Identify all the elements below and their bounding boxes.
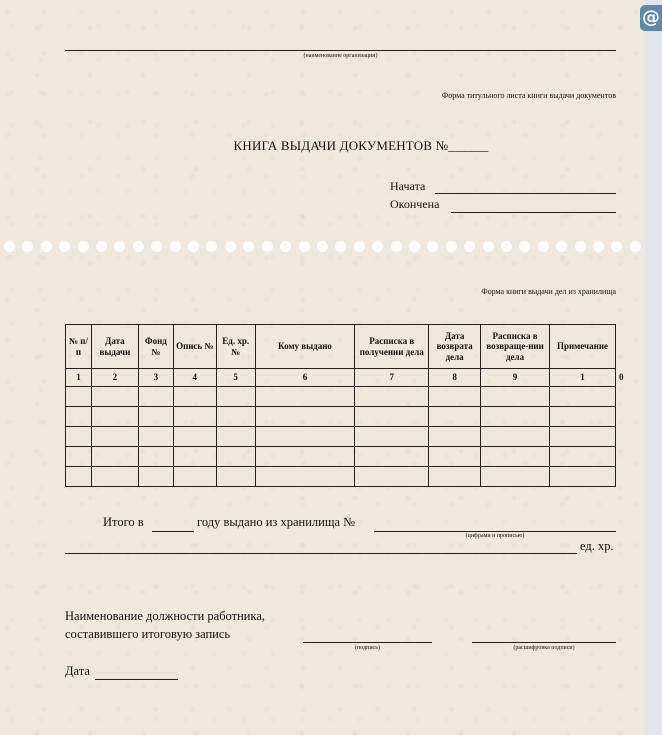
total-middle-text: году выдано из хранилища № [197, 515, 356, 529]
column-number: 1 [66, 369, 92, 387]
column-number: 7 [355, 369, 429, 387]
header-number: № п/п [66, 325, 92, 369]
header-storage-unit: Ед. хр. № [216, 325, 255, 369]
table-row [66, 407, 616, 427]
signature-decode-line [472, 642, 616, 643]
header-fond: Фонд № [138, 325, 173, 369]
issue-table [65, 324, 616, 487]
column-number: 6 [255, 369, 355, 387]
started-label: Начата [390, 179, 426, 193]
table-row [66, 467, 616, 487]
finished-label: Окончена [390, 197, 440, 211]
table-row [66, 447, 616, 467]
organization-caption: (наименование организации) [303, 53, 378, 59]
table-row [66, 387, 616, 407]
column-number: 1 [549, 369, 615, 387]
page-edge-strip [645, 0, 662, 735]
finished-line [451, 212, 616, 213]
issue-form-label: Форма книги выдачи дел из хранилища [481, 287, 616, 296]
at-sign-icon[interactable]: @ [640, 5, 662, 31]
header-return-signature: Расписка в возвраще-нии дела [481, 325, 550, 369]
total-count-line [374, 531, 616, 532]
position-line-1: Наименование должности работника, [65, 609, 266, 623]
header-return-date: Дата возврата дела [429, 325, 481, 369]
date-line [95, 679, 178, 680]
header-receipt-signature: Расписка в получении дела [355, 325, 429, 369]
title-form-label: Форма титульного листа книги выдачи документов [441, 91, 616, 100]
signature-caption: (подпись) [355, 645, 380, 651]
header-inventory: Опись № [173, 325, 216, 369]
column-number: 9 [481, 369, 550, 387]
total-caption: (цифрами и прописью) [465, 533, 525, 539]
total-year-line [152, 531, 194, 532]
signature-line [303, 642, 432, 643]
header-issue-date: Дата выдачи [91, 325, 138, 369]
total-prefix: Итого в [103, 515, 144, 529]
perforation-line [0, 240, 645, 254]
book-title: КНИГА ВЫДАЧИ ДОКУМЕНТОВ №______ [233, 138, 489, 153]
organization-line [65, 50, 616, 51]
signature-decode-caption: (расшифровка подписи) [513, 645, 575, 651]
table-row [66, 427, 616, 447]
started-line [435, 193, 616, 194]
column-number: 8 [429, 369, 481, 387]
column-number: 4 [173, 369, 216, 387]
date-label: Дата [65, 664, 90, 678]
table-number-row [66, 369, 616, 387]
total-unit: ед. хр. [580, 539, 614, 553]
column-number: 5 [216, 369, 255, 387]
overflow-digit: 0 [619, 372, 624, 382]
table-header-row [66, 325, 616, 369]
column-number: 2 [91, 369, 138, 387]
column-number: 3 [138, 369, 173, 387]
total-second-line [65, 553, 577, 554]
header-issued-to: Кому выдано [255, 325, 355, 369]
header-note: Примечание [549, 325, 615, 369]
position-line-2: составившего итоговую запись [65, 627, 231, 641]
